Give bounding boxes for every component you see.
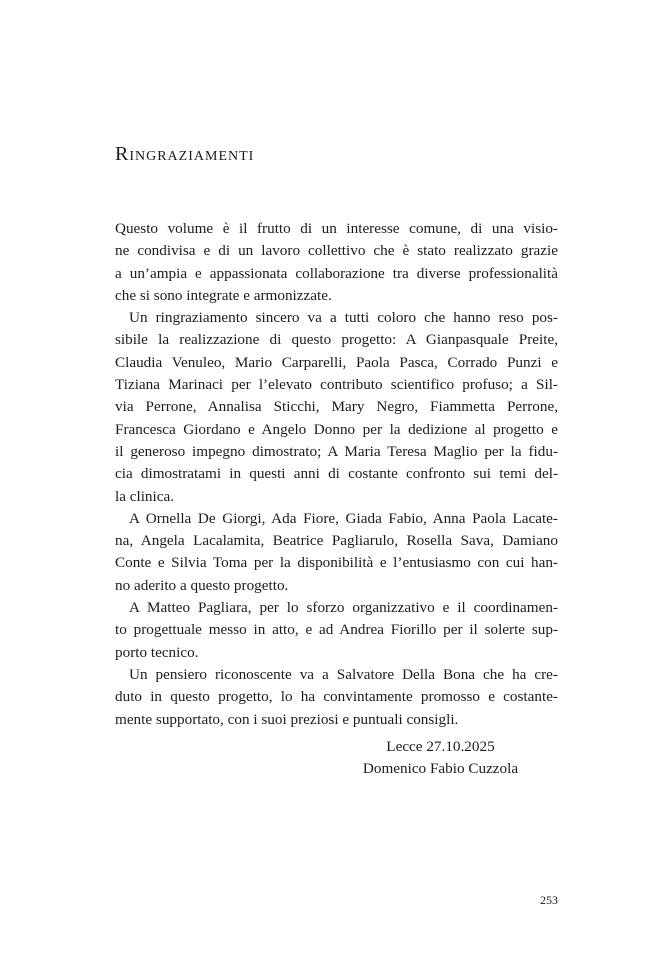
text-line: A Ornella De Giorgi, Ada Fiore, Giada Fabio, Anna Paola Lacate- — [129, 509, 558, 527]
text-line: sibile la realizzazione di questo progetto: A Gianpasquale Preite, — [115, 331, 558, 349]
text-line: via Perrone, Annalisa Sticchi, Mary Negro, Fiammetta Perrone, — [115, 398, 558, 416]
text-line: mente supportato, con i suoi preziosi e puntuali consigli. — [115, 710, 459, 728]
place-date: Lecce 27.10.2025 — [386, 738, 495, 755]
author-name: Domenico Fabio Cuzzola — [362, 760, 519, 778]
text-line: a un’ampia e appassionata collaborazione tra diverse professionalità — [115, 264, 558, 282]
text-line: Claudia Venuleo, Mario Carparelli, Paola Pasca, Corrado Punzi e — [115, 353, 558, 371]
text-line: che si sono integrate e armonizzate. — [115, 286, 332, 304]
text-line: duto in questo progetto, lo ha convintamente promosso e costante- — [115, 688, 558, 706]
text-line: cia dimostratami in questi anni di costante confronto sui temi del- — [115, 465, 558, 483]
text-line: porto tecnico. — [115, 643, 199, 661]
text-line: no aderito a questo progetto. — [115, 576, 289, 594]
text-line: Tiziana Marinaci per l’elevato contributo scientifico profuso; a Sil- — [115, 376, 558, 394]
text-line: A Matteo Pagliara, per lo sforzo organizzativo e il coordinamen- — [129, 599, 558, 617]
text-line: na, Angela Lacalamita, Beatrice Pagliarulo, Rosella Sava, Damiano — [115, 532, 558, 550]
text-line: il generoso impegno dimostrato; A Maria Teresa Maglio per la fidu- — [115, 442, 558, 460]
text-line: ne condivisa e di un lavoro collettivo che è stato realizzato grazie — [115, 242, 558, 260]
signature-block — [353, 736, 528, 781]
acknowledgements-body — [115, 218, 558, 731]
page-number: 253 — [540, 893, 558, 907]
text-line: Un pensiero riconoscente va a Salvatore Della Bona che ha cre- — [129, 665, 558, 683]
text-line: Questo volume è il frutto di un interesse comune, di una visio- — [115, 220, 558, 237]
text-line: Francesca Giordano e Angelo Donno per la dedizione al progetto e — [115, 420, 558, 438]
text-line: to progettuale messo in atto, e ad Andrea Fiorillo per il solerte sup- — [115, 621, 558, 639]
text-line: la clinica. — [115, 487, 175, 505]
text-line: Conte e Silvia Toma per la disponibilità e l’entusiasmo con cui han- — [115, 554, 558, 572]
text-line: Un ringraziamento sincero va a tutti coloro che hanno reso pos- — [129, 309, 558, 327]
chapter-heading: Ringraziamenti — [115, 143, 255, 165]
